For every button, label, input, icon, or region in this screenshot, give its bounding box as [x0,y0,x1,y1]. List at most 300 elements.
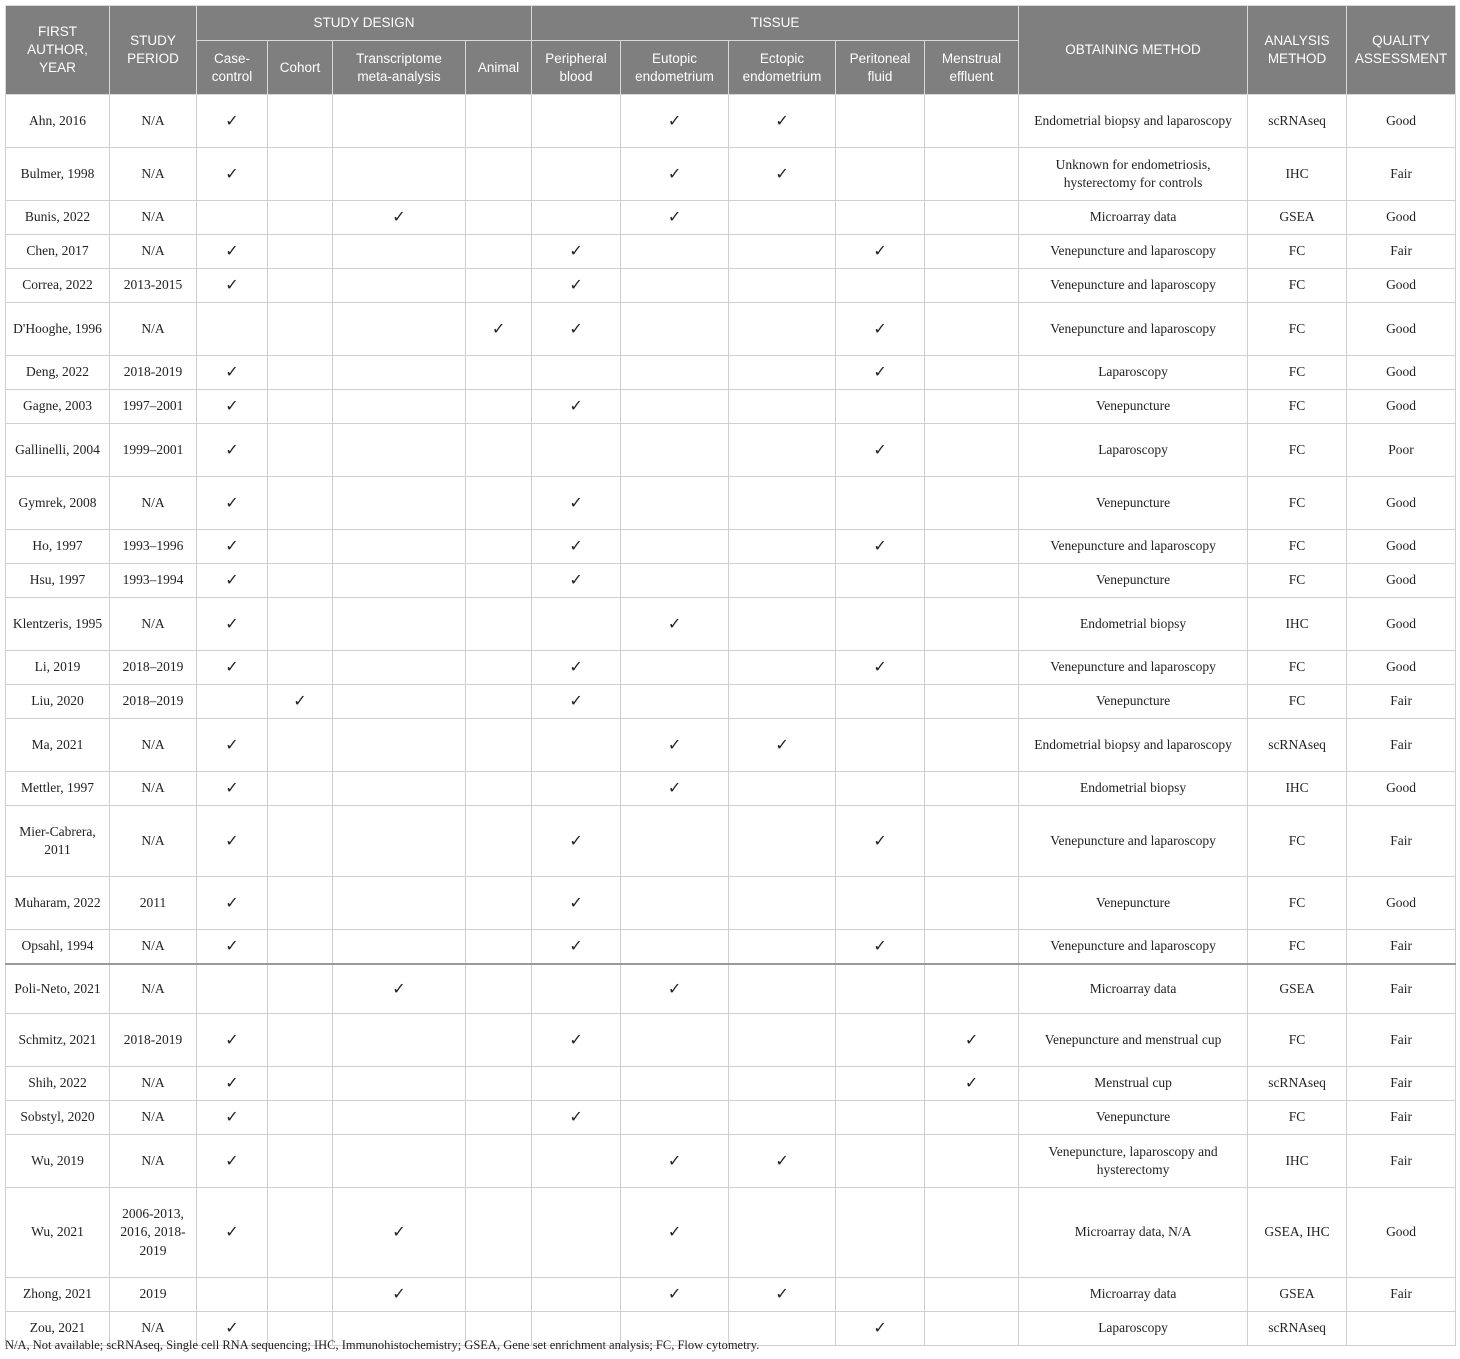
cell-quality [1347,1312,1456,1346]
cell-ectopic [729,772,836,806]
header-eutopic: Eutopic endometrium [621,41,729,95]
table-row [6,303,1456,356]
cell-peripheral-blood: ✓ [532,303,621,356]
cell-quality: Good [1347,303,1456,356]
cell-peritoneal-fluid: ✓ [836,356,925,390]
table-row [6,1135,1456,1188]
cell-animal [466,930,532,964]
cell-author: Schmitz, 2021 [6,1014,110,1067]
cell-author: Hsu, 1997 [6,564,110,598]
header-peripheral-blood: Peripheral blood [532,41,621,95]
cell-menstrual-effluent [925,806,1019,877]
cell-author: Wu, 2019 [6,1135,110,1188]
cell-obtaining-method: Venepuncture and menstrual cup [1019,1014,1248,1067]
cell-animal [466,269,532,303]
cell-animal [466,806,532,877]
cell-peripheral-blood [532,1278,621,1312]
cell-menstrual-effluent [925,530,1019,564]
cell-author: Correa, 2022 [6,269,110,303]
cell-obtaining-method: Laparoscopy [1019,356,1248,390]
cell-obtaining-method: Venepuncture and laparoscopy [1019,269,1248,303]
cell-animal [466,964,532,1014]
cell-peripheral-blood [532,598,621,651]
cell-peritoneal-fluid [836,148,925,201]
cell-peripheral-blood [532,719,621,772]
cell-ectopic [729,564,836,598]
table-row [6,877,1456,930]
cell-case-control [197,201,268,235]
cell-cohort [268,719,333,772]
cell-cohort [268,1067,333,1101]
cell-quality: Fair [1347,1278,1456,1312]
cell-quality: Good [1347,530,1456,564]
cell-transcriptome [333,356,466,390]
cell-period: 2018-2019 [110,356,197,390]
cell-author: Muharam, 2022 [6,877,110,930]
cell-analysis-method: FC [1248,477,1347,530]
cell-peripheral-blood: ✓ [532,1101,621,1135]
cell-analysis-method: IHC [1248,148,1347,201]
cell-analysis-method: FC [1248,806,1347,877]
cell-author: Liu, 2020 [6,685,110,719]
cell-period: N/A [110,1067,197,1101]
cell-transcriptome [333,530,466,564]
cell-animal [466,1188,532,1278]
cell-eutopic [621,269,729,303]
cell-transcriptome: ✓ [333,1188,466,1278]
cell-animal [466,564,532,598]
table-row [6,424,1456,477]
cell-peritoneal-fluid: ✓ [836,235,925,269]
header-quality-assessment: QUALITY ASSESSMENT [1347,6,1456,95]
cell-peripheral-blood [532,1135,621,1188]
cell-obtaining-method: Venepuncture [1019,877,1248,930]
cell-peritoneal-fluid: ✓ [836,530,925,564]
cell-obtaining-method: Venepuncture [1019,1101,1248,1135]
cell-analysis-method: GSEA [1248,1278,1347,1312]
cell-menstrual-effluent [925,651,1019,685]
header-author: FIRST AUTHOR, YEAR [6,6,110,95]
cell-peritoneal-fluid [836,685,925,719]
cell-eutopic [621,651,729,685]
cell-eutopic: ✓ [621,95,729,148]
cell-period: 1993–1994 [110,564,197,598]
cell-animal [466,201,532,235]
cell-eutopic [621,1014,729,1067]
cell-ectopic [729,424,836,477]
cell-author: Chen, 2017 [6,235,110,269]
cell-cohort [268,303,333,356]
header-study-design: STUDY DESIGN [197,6,532,41]
cell-period: N/A [110,806,197,877]
cell-animal [466,598,532,651]
cell-cohort [268,598,333,651]
cell-cohort [268,148,333,201]
cell-transcriptome [333,148,466,201]
cell-obtaining-method: Venepuncture, laparoscopy and hysterectomy [1019,1135,1248,1188]
cell-cohort [268,877,333,930]
cell-peripheral-blood: ✓ [532,269,621,303]
cell-obtaining-method: Endometrial biopsy [1019,772,1248,806]
cell-peritoneal-fluid: ✓ [836,303,925,356]
cell-author: Ma, 2021 [6,719,110,772]
cell-obtaining-method: Endometrial biopsy and laparoscopy [1019,95,1248,148]
cell-author: Zou, 2021 [6,1312,110,1346]
cell-obtaining-method: Endometrial biopsy and laparoscopy [1019,719,1248,772]
cell-period: N/A [110,719,197,772]
cell-ectopic [729,964,836,1014]
cell-peritoneal-fluid: ✓ [836,806,925,877]
cell-period: N/A [110,303,197,356]
cell-case-control: ✓ [197,95,268,148]
cell-menstrual-effluent [925,877,1019,930]
cell-menstrual-effluent [925,356,1019,390]
cell-animal [466,1067,532,1101]
cell-case-control: ✓ [197,235,268,269]
cell-peripheral-blood: ✓ [532,877,621,930]
cell-menstrual-effluent [925,598,1019,651]
cell-peritoneal-fluid [836,564,925,598]
cell-case-control: ✓ [197,390,268,424]
cell-obtaining-method: Venepuncture [1019,685,1248,719]
cell-cohort [268,930,333,964]
cell-case-control: ✓ [197,1188,268,1278]
cell-menstrual-effluent [925,269,1019,303]
cell-cohort [268,235,333,269]
cell-peritoneal-fluid: ✓ [836,651,925,685]
header-transcriptome: Transcriptome meta-analysis [333,41,466,95]
cell-case-control: ✓ [197,148,268,201]
cell-menstrual-effluent [925,772,1019,806]
cell-menstrual-effluent [925,719,1019,772]
cell-cohort [268,964,333,1014]
cell-eutopic [621,1067,729,1101]
cell-animal [466,1278,532,1312]
header-period: STUDY PERIOD [110,6,197,95]
cell-transcriptome [333,598,466,651]
cell-menstrual-effluent [925,390,1019,424]
cell-case-control: ✓ [197,877,268,930]
cell-ectopic [729,685,836,719]
cell-ectopic [729,201,836,235]
cell-quality: Fair [1347,1014,1456,1067]
cell-case-control: ✓ [197,530,268,564]
cell-author: Bunis, 2022 [6,201,110,235]
cell-menstrual-effluent [925,685,1019,719]
cell-menstrual-effluent [925,1188,1019,1278]
cell-cohort [268,424,333,477]
cell-transcriptome [333,719,466,772]
cell-case-control: ✓ [197,1101,268,1135]
cell-period: N/A [110,235,197,269]
cell-analysis-method: FC [1248,877,1347,930]
cell-case-control: ✓ [197,598,268,651]
cell-menstrual-effluent [925,201,1019,235]
cell-author: Mettler, 1997 [6,772,110,806]
cell-analysis-method: FC [1248,1014,1347,1067]
cell-author: Gymrek, 2008 [6,477,110,530]
cell-transcriptome [333,772,466,806]
cell-period: N/A [110,477,197,530]
cell-ectopic [729,1067,836,1101]
cell-transcriptome [333,424,466,477]
cell-ectopic [729,1014,836,1067]
cell-author: Poli-Neto, 2021 [6,964,110,1014]
table-footnote: N/A, Not available; scRNAseq, Single cell RNA sequencing; IHC, Immunohistochemistry; GSEA, Gene set enrichment analysis; FC, Flow cytometry. [5,1338,760,1352]
cell-period: N/A [110,772,197,806]
cell-quality: Good [1347,651,1456,685]
table-row [6,235,1456,269]
cell-obtaining-method: Endometrial biopsy [1019,598,1248,651]
table-row [6,564,1456,598]
cell-peritoneal-fluid [836,772,925,806]
cell-ectopic: ✓ [729,1135,836,1188]
cell-obtaining-method: Venepuncture [1019,477,1248,530]
cell-period: 2013-2015 [110,269,197,303]
cell-eutopic: ✓ [621,772,729,806]
cell-cohort [268,95,333,148]
cell-analysis-method: GSEA [1248,964,1347,1014]
cell-eutopic: ✓ [621,148,729,201]
cell-ectopic [729,477,836,530]
table-row [6,148,1456,201]
table-row [6,685,1456,719]
cell-period: 2018–2019 [110,685,197,719]
cell-case-control: ✓ [197,1067,268,1101]
cell-quality: Fair [1347,930,1456,964]
cell-peripheral-blood [532,95,621,148]
cell-quality: Good [1347,356,1456,390]
cell-quality: Good [1347,201,1456,235]
cell-eutopic [621,303,729,356]
cell-peritoneal-fluid [836,269,925,303]
cell-menstrual-effluent [925,148,1019,201]
table-row [6,1188,1456,1278]
cell-cohort [268,356,333,390]
cell-analysis-method: FC [1248,269,1347,303]
cell-animal [466,1014,532,1067]
cell-peritoneal-fluid [836,1101,925,1135]
cell-animal [466,424,532,477]
cell-ectopic [729,877,836,930]
cell-transcriptome [333,477,466,530]
cell-transcriptome [333,1135,466,1188]
cell-cohort [268,806,333,877]
cell-author: Gagne, 2003 [6,390,110,424]
cell-menstrual-effluent [925,1312,1019,1346]
cell-peripheral-blood: ✓ [532,651,621,685]
cell-quality: Good [1347,598,1456,651]
cell-eutopic: ✓ [621,964,729,1014]
header-menstrual-effluent: Menstrual effluent [925,41,1019,95]
cell-period: N/A [110,201,197,235]
cell-period: N/A [110,930,197,964]
cell-eutopic [621,564,729,598]
cell-author: Ho, 1997 [6,530,110,564]
cell-analysis-method: FC [1248,651,1347,685]
studies-table [5,5,1456,1346]
cell-obtaining-method: Microarray data [1019,1278,1248,1312]
cell-ectopic [729,530,836,564]
table-row [6,598,1456,651]
table-row [6,1014,1456,1067]
cell-period: 1997–2001 [110,390,197,424]
cell-peritoneal-fluid [836,964,925,1014]
cell-eutopic [621,1101,729,1135]
table-row [6,201,1456,235]
cell-obtaining-method: Laparoscopy [1019,424,1248,477]
cell-quality: Fair [1347,235,1456,269]
cell-quality: Fair [1347,685,1456,719]
cell-animal [466,477,532,530]
cell-obtaining-method: Venepuncture and laparoscopy [1019,930,1248,964]
cell-quality: Fair [1347,806,1456,877]
cell-menstrual-effluent [925,1278,1019,1312]
cell-ectopic: ✓ [729,1278,836,1312]
table-row [6,477,1456,530]
cell-menstrual-effluent [925,564,1019,598]
cell-case-control: ✓ [197,719,268,772]
cell-author: Ahn, 2016 [6,95,110,148]
cell-peritoneal-fluid [836,719,925,772]
cell-ectopic [729,1188,836,1278]
cell-analysis-method: FC [1248,564,1347,598]
cell-eutopic [621,390,729,424]
cell-analysis-method: scRNAseq [1248,1067,1347,1101]
cell-transcriptome [333,930,466,964]
cell-eutopic [621,424,729,477]
table-row [6,269,1456,303]
cell-peripheral-blood: ✓ [532,806,621,877]
cell-animal [466,530,532,564]
cell-analysis-method: IHC [1248,772,1347,806]
cell-animal [466,356,532,390]
cell-transcriptome [333,564,466,598]
cell-author: Opsahl, 1994 [6,930,110,964]
cell-peripheral-blood [532,148,621,201]
cell-animal [466,877,532,930]
cell-cohort [268,390,333,424]
cell-eutopic [621,685,729,719]
cell-cohort [268,772,333,806]
cell-cohort [268,1014,333,1067]
cell-eutopic [621,235,729,269]
cell-animal [466,651,532,685]
cell-analysis-method: FC [1248,1101,1347,1135]
cell-period: N/A [110,95,197,148]
cell-ectopic [729,598,836,651]
cell-author: Gallinelli, 2004 [6,424,110,477]
cell-analysis-method: GSEA, IHC [1248,1188,1347,1278]
cell-eutopic [621,877,729,930]
cell-animal [466,1135,532,1188]
cell-period: N/A [110,598,197,651]
cell-quality: Fair [1347,719,1456,772]
cell-peripheral-blood [532,1067,621,1101]
cell-author: Wu, 2021 [6,1188,110,1278]
table-row [6,1278,1456,1312]
header-case-control: Case-control [197,41,268,95]
cell-quality: Poor [1347,424,1456,477]
cell-menstrual-effluent: ✓ [925,1014,1019,1067]
cell-analysis-method: IHC [1248,1135,1347,1188]
cell-ectopic [729,269,836,303]
cell-period: 2019 [110,1278,197,1312]
table-row [6,964,1456,1014]
cell-peripheral-blood: ✓ [532,390,621,424]
cell-peritoneal-fluid: ✓ [836,1312,925,1346]
cell-peripheral-blood [532,964,621,1014]
cell-period: 2018-2019 [110,1014,197,1067]
cell-obtaining-method: Laparoscopy [1019,1312,1248,1346]
cell-analysis-method: FC [1248,530,1347,564]
cell-obtaining-method: Venepuncture [1019,564,1248,598]
cell-obtaining-method: Venepuncture and laparoscopy [1019,806,1248,877]
header-ectopic: Ectopic endometrium [729,41,836,95]
header-analysis-method: ANALYSIS METHOD [1248,6,1347,95]
cell-case-control: ✓ [197,930,268,964]
cell-menstrual-effluent [925,95,1019,148]
cell-obtaining-method: Venepuncture [1019,390,1248,424]
cell-peripheral-blood [532,1188,621,1278]
cell-obtaining-method: Venepuncture and laparoscopy [1019,651,1248,685]
cell-quality: Good [1347,564,1456,598]
cell-quality: Good [1347,95,1456,148]
cell-peripheral-blood: ✓ [532,564,621,598]
cell-case-control: ✓ [197,772,268,806]
cell-quality: Good [1347,1188,1456,1278]
cell-analysis-method: IHC [1248,598,1347,651]
cell-case-control [197,303,268,356]
cell-transcriptome: ✓ [333,1278,466,1312]
cell-transcriptome [333,651,466,685]
cell-case-control: ✓ [197,424,268,477]
cell-animal [466,390,532,424]
cell-ectopic [729,1101,836,1135]
cell-peripheral-blood: ✓ [532,930,621,964]
table-row [6,772,1456,806]
cell-peritoneal-fluid [836,1278,925,1312]
table-row [6,806,1456,877]
cell-peripheral-blood [532,356,621,390]
cell-transcriptome [333,269,466,303]
cell-analysis-method: scRNAseq [1248,95,1347,148]
cell-quality: Good [1347,877,1456,930]
cell-case-control [197,964,268,1014]
cell-case-control: ✓ [197,806,268,877]
cell-obtaining-method: Venepuncture and laparoscopy [1019,530,1248,564]
cell-cohort [268,1135,333,1188]
cell-quality: Fair [1347,1101,1456,1135]
cell-analysis-method: FC [1248,685,1347,719]
cell-analysis-method: FC [1248,390,1347,424]
cell-period: N/A [110,964,197,1014]
cell-obtaining-method: Venepuncture and laparoscopy [1019,235,1248,269]
cell-author: D'Hooghe, 1996 [6,303,110,356]
cell-case-control: ✓ [197,564,268,598]
cell-eutopic [621,930,729,964]
cell-peritoneal-fluid [836,1188,925,1278]
cell-obtaining-method: Menstrual cup [1019,1067,1248,1101]
cell-quality: Fair [1347,148,1456,201]
table-row [6,930,1456,964]
cell-analysis-method: FC [1248,930,1347,964]
cell-obtaining-method: Microarray data [1019,201,1248,235]
cell-case-control: ✓ [197,1312,268,1346]
cell-case-control [197,685,268,719]
cell-analysis-method: GSEA [1248,201,1347,235]
cell-transcriptome [333,877,466,930]
